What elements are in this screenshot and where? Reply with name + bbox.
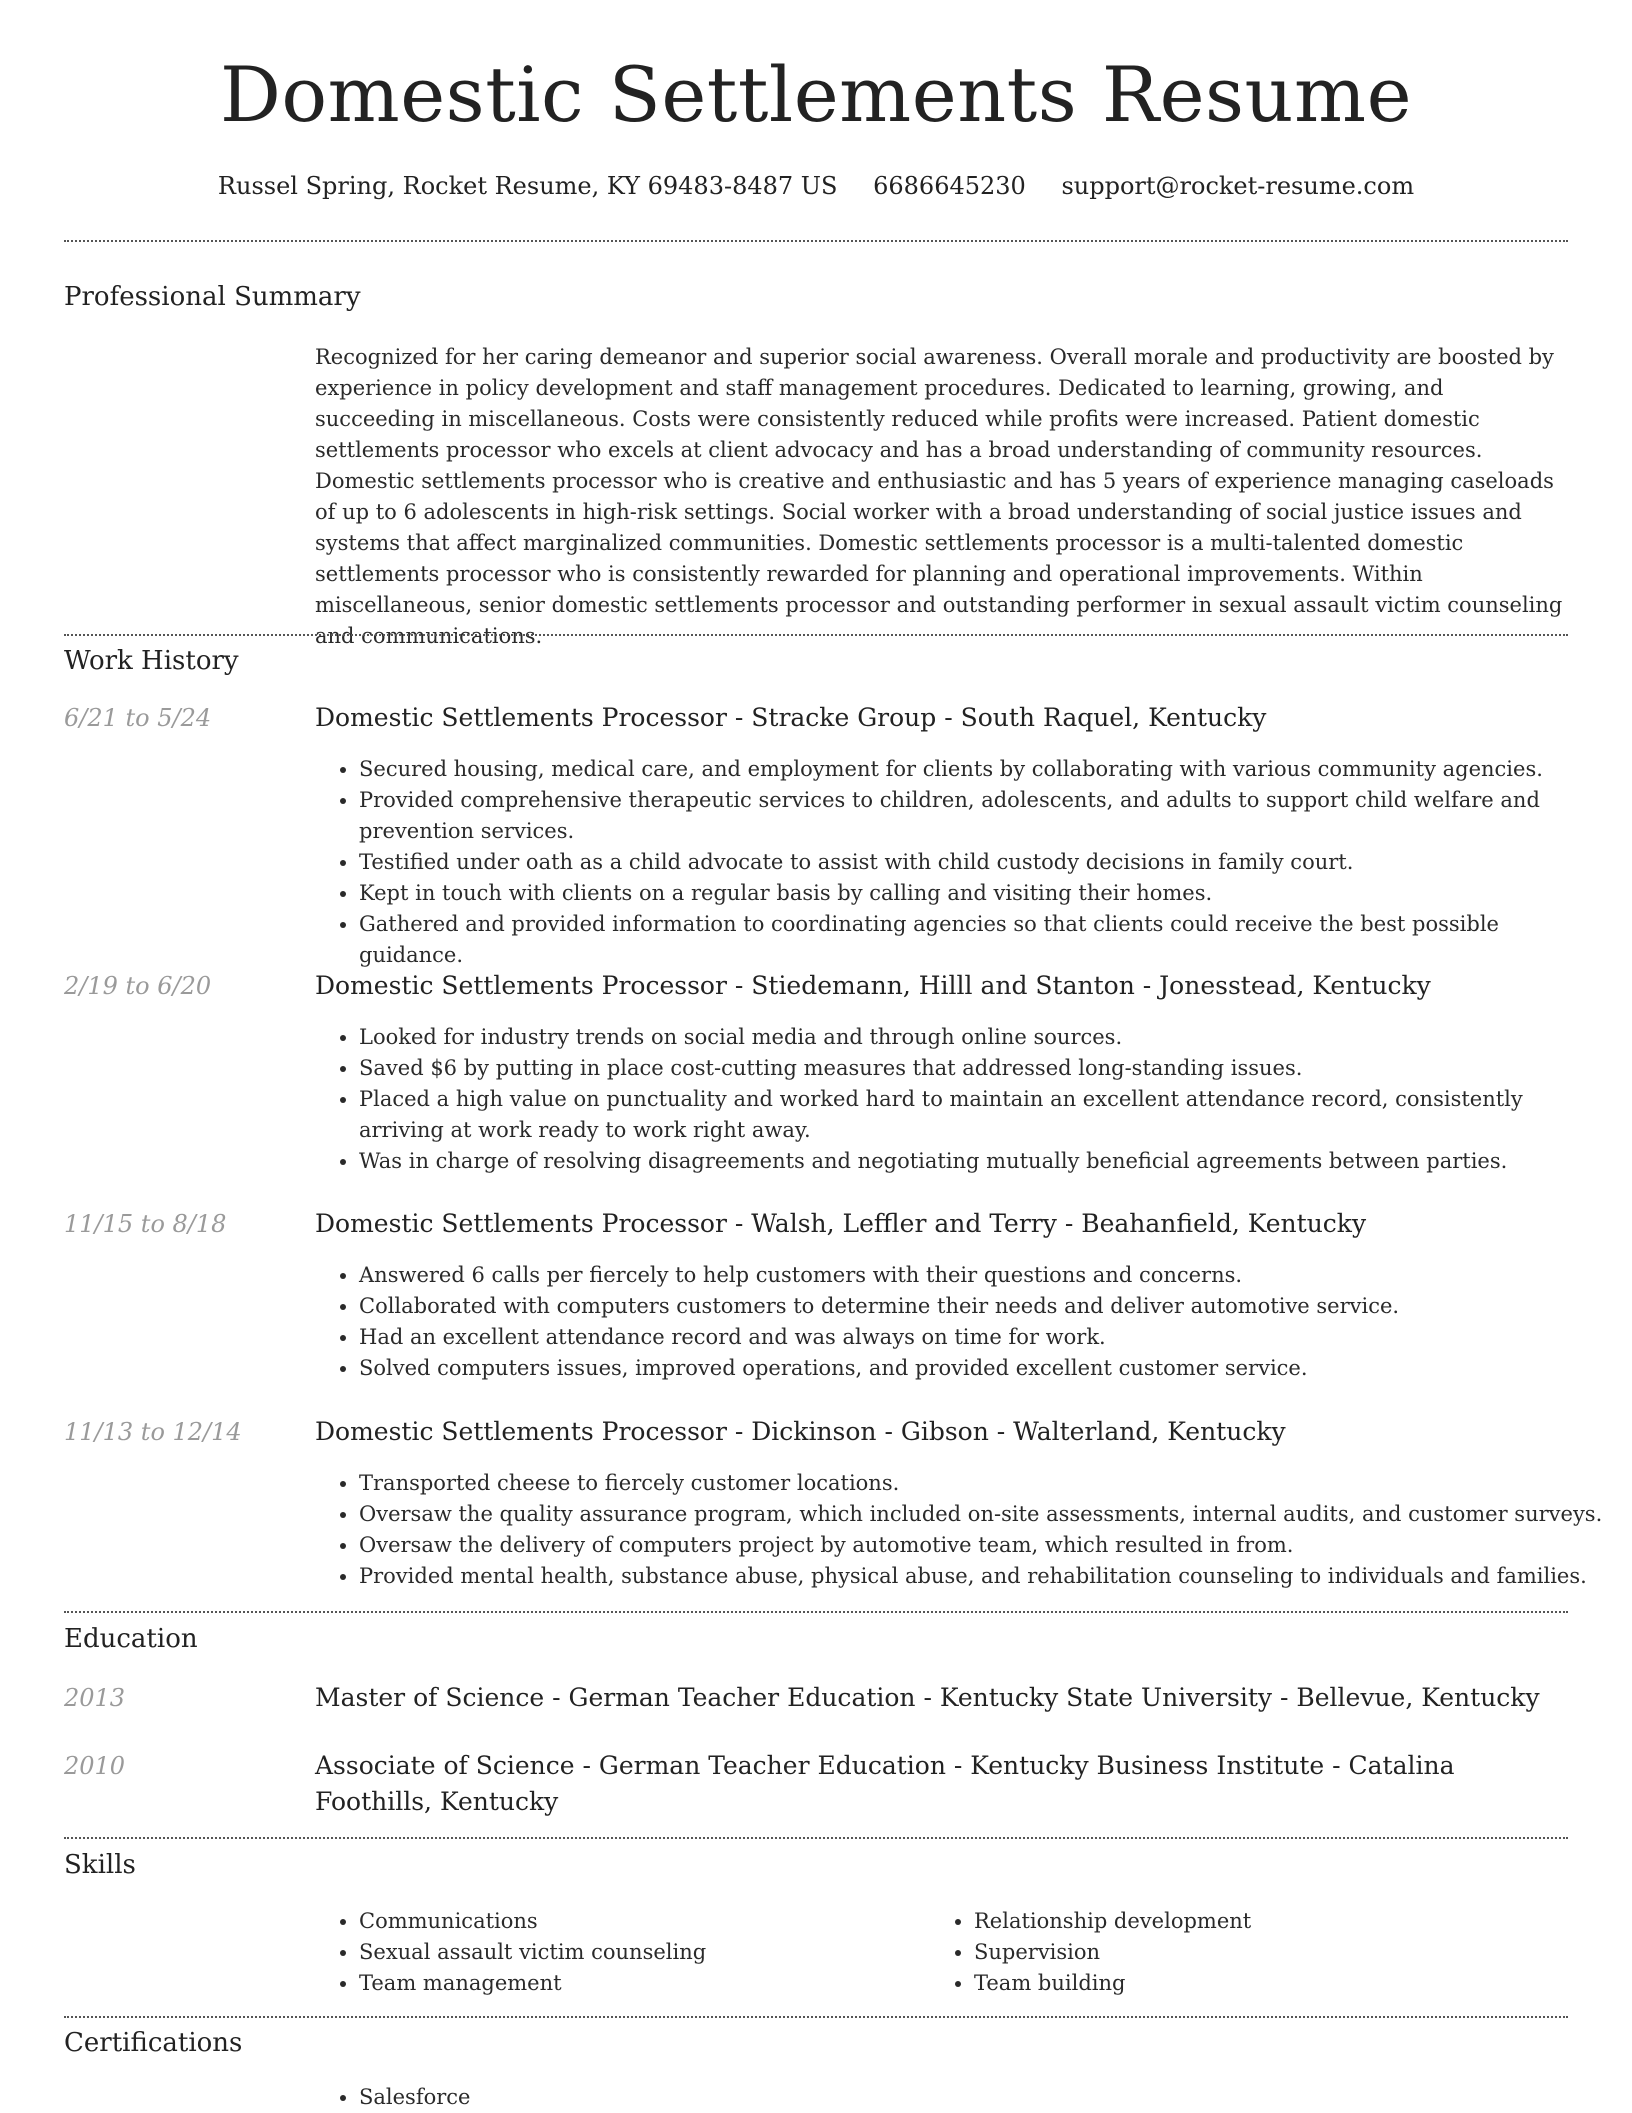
list-item: • Gathered and provided information to coordinating agencies so that clients could receive the best possible guidance.: [359, 909, 1609, 971]
job-bullets: [315, 1468, 1609, 1592]
contact-address: Russel Spring, Rocket Resume, KY 69483-8487 US: [217, 172, 838, 200]
list-item: • Answered 6 calls per fiercely to help customers with their questions and concerns.: [359, 1260, 1609, 1291]
education-heading: Education: [64, 1624, 198, 1654]
section-divider: [64, 1837, 1568, 1839]
list-item: • Collaborated with computers customers to determine their needs and deliver automotive service.: [359, 1291, 1609, 1322]
contact-line: [0, 172, 1632, 200]
list-item: • Provided comprehensive therapeutic services to children, adolescents, and adults to support child welfare and prevention services.: [359, 785, 1609, 847]
certifications-list: [315, 2082, 1609, 2113]
job-title: Domestic Settlements Processor - Walsh, Leffler and Terry - Beahanfield, Kentucky: [315, 1209, 1367, 1238]
list-item: • Solved computers issues, improved operations, and provided excellent customer service.: [359, 1353, 1609, 1384]
list-item: • Communications: [359, 1906, 959, 1937]
list-item: • Supervision: [974, 1937, 1574, 1968]
list-item: • Salesforce: [359, 2082, 1609, 2113]
skills-heading: Skills: [64, 1850, 136, 1880]
list-item: • Kept in touch with clients on a regular basis by calling and visiting their homes.: [359, 878, 1609, 909]
job-title: Domestic Settlements Processor - Dickinson - Gibson - Walterland, Kentucky: [315, 1417, 1286, 1446]
list-item: • Placed a high value on punctuality and worked hard to maintain an excellent attendance record, consistently arriving at work ready to work right away.: [359, 1084, 1609, 1146]
job-dates: 11/15 to 8/18: [64, 1210, 227, 1238]
list-item: • Testified under oath as a child advocate to assist with child custody decisions in family court.: [359, 847, 1609, 878]
job-dates: 2/19 to 6/20: [64, 972, 212, 1000]
contact-email: support@rocket-resume.com: [1061, 172, 1415, 200]
resume-title: Domestic Settlements Resume: [219, 50, 1413, 139]
job-bullets: [315, 1022, 1609, 1177]
job-title: Domestic Settlements Processor - Stiedemann, Hilll and Stanton - Jonesstead, Kentucky: [315, 971, 1431, 1000]
education-year: 2010: [64, 1752, 126, 1780]
list-item: • Team management: [359, 1968, 959, 1999]
list-item: • Sexual assault victim counseling: [359, 1937, 959, 1968]
skills-list-right: [930, 1906, 1574, 1999]
skills-list-left: [315, 1906, 959, 1999]
job-dates: 6/21 to 5/24: [64, 704, 212, 732]
education-entry: Associate of Science - German Teacher Education - Kentucky Business Institute - Catalina Foothills, Kentucky: [315, 1751, 1455, 1816]
work-history-heading: Work History: [64, 646, 239, 676]
job-bullets: [315, 754, 1609, 971]
summary-heading: Professional Summary: [64, 282, 361, 312]
summary-text: Recognized for her caring demeanor and superior social awareness. Overall morale and productivity are boosted by experience in policy development and staff management procedures. Dedicated to learning, growing, and succeeding in miscellaneous. Costs were consistently reduced while profits were increased. Patient domestic settlements processor who excels at client advocacy and has a broad understanding of community resources. Domestic settlements processor who is creative and enthusiastic and has 5 years of experience managing caseloads of up to 6 adolescents in high-risk settings. Social worker with a broad understanding of social justice issues and systems that affect marginalized communities. Domestic settlements processor is a multi-talented domestic settlements processor who is consistently rewarded for planning and operational improvements. Within miscellaneous, senior domestic settlements processor and outstanding performer in sexual assault victim counseling and communications.: [315, 345, 1563, 648]
list-item: • Saved $6 by putting in place cost-cutting measures that addressed long-standing issues.: [359, 1053, 1609, 1084]
contact-phone: 6686645230: [873, 172, 1026, 200]
education-year: 2013: [64, 1684, 126, 1712]
list-item: • Secured housing, medical care, and employment for clients by collaborating with various community agencies.: [359, 754, 1609, 785]
list-item: • Oversaw the quality assurance program, which included on-site assessments, internal audits, and customer surveys.: [359, 1499, 1609, 1530]
section-divider: [64, 634, 1568, 636]
section-divider: [64, 2016, 1568, 2018]
job-dates: 11/13 to 12/14: [64, 1418, 242, 1446]
list-item: • Was in charge of resolving disagreements and negotiating mutually beneficial agreements between parties.: [359, 1146, 1609, 1177]
list-item: • Had an excellent attendance record and was always on time for work.: [359, 1322, 1609, 1353]
job-bullets: [315, 1260, 1609, 1384]
list-item: • Looked for industry trends on social media and through online sources.: [359, 1022, 1609, 1053]
section-divider: [64, 1611, 1568, 1613]
education-entry: Master of Science - German Teacher Education - Kentucky State University - Bellevue, Kentucky: [315, 1683, 1540, 1712]
list-item: • Oversaw the delivery of computers project by automotive team, which resulted in from.: [359, 1530, 1609, 1561]
list-item: • Relationship development: [974, 1906, 1574, 1937]
job-title: Domestic Settlements Processor - Stracke Group - South Raquel, Kentucky: [315, 703, 1267, 732]
section-divider: [64, 240, 1568, 242]
list-item: • Team building: [974, 1968, 1574, 1999]
list-item: • Provided mental health, substance abuse, physical abuse, and rehabilitation counseling to individuals and families.: [359, 1561, 1609, 1592]
list-item: • Transported cheese to fiercely customer locations.: [359, 1468, 1609, 1499]
certifications-heading: Certifications: [64, 2028, 243, 2058]
